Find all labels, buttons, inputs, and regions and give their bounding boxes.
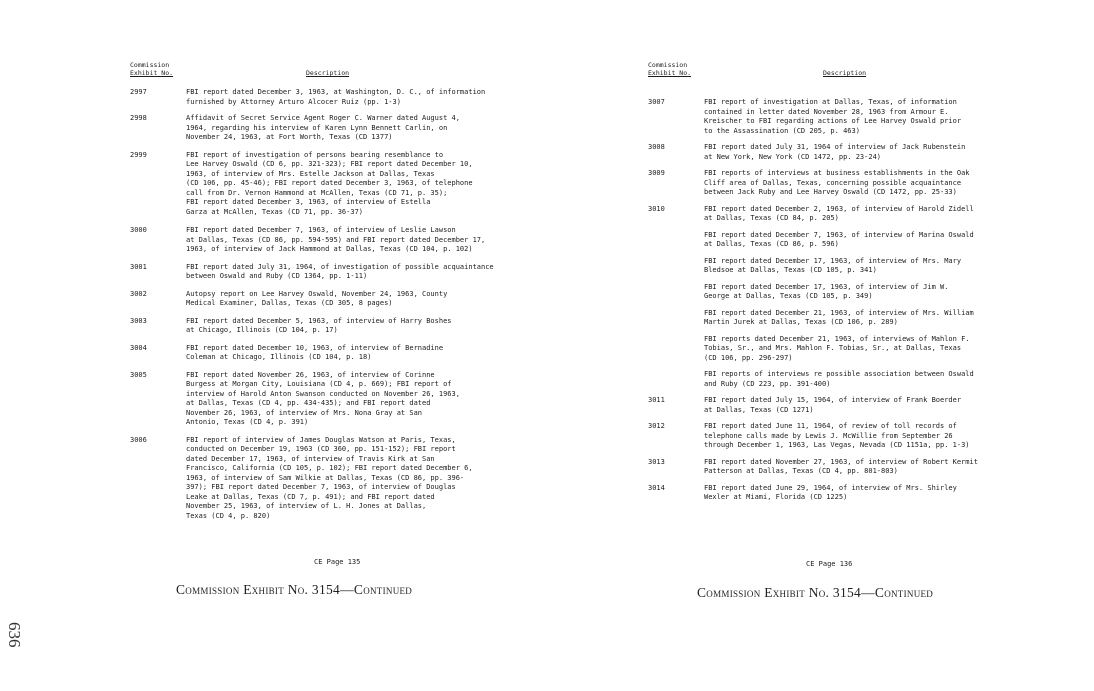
exhibit-description: Affidavit of Secret Service Agent Roger C. Warner dated August 4, 1964, regarding his interview of Karen Lynn Bennett Carlin, on November 24, 1963, at Fort Worth, Texas (CD 1377) (186, 114, 460, 141)
exhibit-description: FBI report dated December 3, 1963, at Washington, D. C., of information furnished by Attorney Arturo Alcocer Ruiz (pp. 1-3) (186, 88, 486, 106)
exhibit-description: Autopsy report on Lee Harvey Oswald, November 24, 1963, County Medical Examiner, Dallas, Texas (CD 305, 8 pages) (186, 289, 448, 307)
exhibit-description: FBI report dated June 11, 1964, of review of toll records of telephone calls made by Lewis J. McWillie from September 26 through December 1, 1963, Las Vegas, Nevada (CD 1151a, pp. 1-3) (704, 422, 970, 449)
exhibit-entry (130, 226, 540, 255)
exhibit-entry (130, 317, 540, 336)
exhibit-description: FBI report dated November 26, 1963, of interview of Corinne Burgess at Morgan City, Louisiana (CD 4, p. 669); FBI report of interview of Harold Anton Swanson conducted on November 26, 1963, at Dallas, Texas (CD 4, pp. 434-435); and FBI report dated November 26, 1963, of interview of Mrs. Nona Gray at San Antonio, Texas (CD 4, p. 391) (186, 370, 460, 426)
exhibit-description: FBI report dated June 29, 1964, of interview of Mrs. Shirley Wexler at Miami, Florida (CD 1225) (704, 483, 957, 501)
exhibit-description: FBI report of interview of James Douglas Watson at Paris, Texas, conducted on December 19, 1963 (CD 360, pp. 151-152); FBI report dated December 17, 1963, of interview of Travis Kirk at San Francisco, California (CD 105, p. 102); FBI report dated December 6, 1963, of interview of Sam Wilkie at Dallas, Texas (CD 86, pp. 396- 397); FBI report dated December 7, 1963, of interview of Douglas Leake at Dallas, Texas (CD 7, p. 491); and FBI report dated November 25, 1963, of interview of L. H. Jones at Dallas, Texas (CD 4, p. 820) (186, 435, 473, 520)
exhibit-entry (648, 396, 1038, 415)
exhibit-entry (130, 114, 540, 143)
exhibit-description: FBI report dated July 15, 1964, of interview of Frank Boerder at Dallas, Texas (CD 1271) (704, 396, 962, 414)
right-page-column (648, 62, 1038, 503)
exhibit-description: FBI report dated December 21, 1963, of interview of Mrs. William Martin Jurek at Dallas, Texas (CD 106, p. 289) (704, 308, 974, 326)
exhibit-description: FBI report dated December 17, 1963, of interview of Jim W. George at Dallas, Texas (CD 105, p. 349) (704, 282, 949, 300)
exhibit-entry (130, 290, 540, 309)
exhibit-number: 3003 (130, 316, 147, 325)
exhibit-description: FBI report dated December 17, 1963, of interview of Mrs. Mary Bledsoe at Dallas, Texas (CD 105, p. 341) (704, 256, 962, 274)
exhibit-number: 3014 (648, 483, 665, 492)
exhibit-number: 3013 (648, 457, 665, 466)
exhibit-number: 3001 (130, 262, 147, 271)
exhibit-description: FBI report of investigation at Dallas, Texas, of information contained in letter dated November 28, 1963 from Armour E. Kreischer to FBI regarding actions of Lee Harvey Oswald prior to the Assassination (CD 205, p. 463) (704, 98, 962, 135)
exhibit-number: 3010 (648, 204, 665, 213)
exhibit-number: 3008 (648, 143, 665, 151)
exhibit-number: 3006 (130, 435, 147, 444)
exhibit-entry (648, 458, 1038, 477)
header-description-label: Description (823, 69, 867, 77)
exhibit-entry (648, 309, 1038, 328)
right-continued-caption: Commission Exhibit No. 3154—Continued (697, 585, 934, 600)
right-column-header (648, 62, 1038, 84)
exhibit-entry (130, 151, 540, 218)
exhibit-entry (130, 436, 540, 522)
header-exhibit-no-label: Exhibit No. (130, 69, 174, 77)
exhibit-number: 2998 (130, 114, 147, 122)
left-page-column (130, 62, 540, 521)
exhibit-description: FBI report dated July 31, 1964, of investigation of possible acquaintance between Oswald and Ruby (CD 1364, pp. 1-11) (186, 262, 494, 280)
header-commission-label: Commission (130, 61, 170, 69)
left-continued-caption: Commission Exhibit No. 3154—Continued (176, 582, 413, 597)
exhibit-entry (648, 231, 1038, 250)
exhibit-description: FBI report of investigation of persons bearing resemblance to Lee Harvey Oswald (CD 6, pp. 321-323); FBI report dated December 10, 1963, of interview of Mrs. Estelle Jackson at Dallas, Texas (CD 106, pp. 45-46); FBI report dated December 3, 1963, of telephone call from Dr. Vernon Hammond at McAllen, Texas (CD 71, p. 35); FBI report dated December 3, 1963, of interview of Estella Garza at McAllen, Texas (CD 71, pp. 36-37) (186, 150, 473, 216)
exhibit-number: 3004 (130, 343, 147, 352)
exhibit-entry (130, 88, 540, 107)
exhibit-number: 3000 (130, 226, 147, 234)
exhibit-number: 3005 (130, 370, 147, 379)
exhibit-entry (648, 422, 1038, 451)
exhibit-description: FBI reports of interviews re possible association between Oswald and Ruby (CD 223, pp. 391-400) (704, 370, 974, 388)
exhibit-description: FBI report dated December 7, 1963, of interview of Leslie Lawson at Dallas, Texas (CD 86, pp. 594-595) and FBI report dated December 17, 1963, of interview of Jack Hammond at Dallas, Texas (CD 104, p. 102) (186, 226, 486, 253)
exhibit-description: FBI report dated November 27, 1963, of interview of Robert Kermit Patterson at Dallas, Texas (CD 4, pp. 801-803) (704, 457, 978, 475)
left-page-label: CE Page 135 (314, 558, 361, 566)
exhibit-number: 3007 (648, 98, 665, 106)
header-commission-label: Commission (648, 61, 688, 69)
exhibit-description: FBI reports of interviews at business establishments in the Oak Cliff area of Dallas, Texas, concerning possible acquaintance between Jack Ruby and Lee Harvey Oswald (CD 1472, pp. 25-33) (704, 169, 970, 196)
exhibit-entry (648, 335, 1038, 364)
exhibit-description: FBI report dated December 7, 1963, of interview of Marina Oswald at Dallas, Texas (CD 86, p. 596) (704, 230, 974, 248)
exhibit-number: 2999 (130, 150, 147, 159)
exhibit-number: 3011 (648, 396, 665, 404)
right-page-label: CE Page 136 (806, 560, 853, 568)
exhibit-number: 2997 (130, 88, 147, 96)
header-description-label: Description (306, 69, 350, 77)
exhibit-number: 3009 (648, 169, 665, 177)
exhibit-description: FBI reports dated December 21, 1963, of interviews of Mahlon F. Tobias, Sr., and Mrs. Mahlon F. Tobias, Sr., at Dallas, Texas (CD 106, pp. 296-297) (704, 334, 970, 362)
exhibit-description: FBI report dated December 2, 1963, of interview of Harold Zidell at Dallas, Texas (CD 84, p. 205) (704, 204, 974, 222)
header-exhibit-no-label: Exhibit No. (648, 69, 692, 77)
exhibit-entry (648, 143, 1038, 162)
exhibit-description: FBI report dated December 10, 1963, of interview of Bernadine Coleman at Chicago, Illinois (CD 104, p. 18) (186, 343, 444, 361)
exhibit-number: 3012 (648, 422, 665, 430)
left-column-header (130, 62, 540, 84)
exhibit-entry (648, 205, 1038, 224)
exhibit-number: 3002 (130, 289, 147, 298)
exhibit-entry (648, 169, 1038, 198)
exhibit-entry (648, 484, 1038, 503)
exhibit-description: FBI report dated July 31, 1964 of interview of Jack Rubenstein at New York, New York (CD 1472, pp. 23-24) (704, 143, 966, 161)
exhibit-entry (130, 344, 540, 363)
exhibit-entry (648, 98, 1038, 136)
exhibit-entry (648, 257, 1038, 276)
exhibit-entry (648, 370, 1038, 389)
exhibit-entry (130, 263, 540, 282)
exhibit-entry (130, 371, 540, 428)
page-number: 636 (5, 622, 24, 648)
exhibit-entry (648, 283, 1038, 302)
exhibit-description: FBI report dated December 5, 1963, of interview of Harry Boshes at Chicago, Illinois (CD 104, p. 17) (186, 316, 452, 334)
